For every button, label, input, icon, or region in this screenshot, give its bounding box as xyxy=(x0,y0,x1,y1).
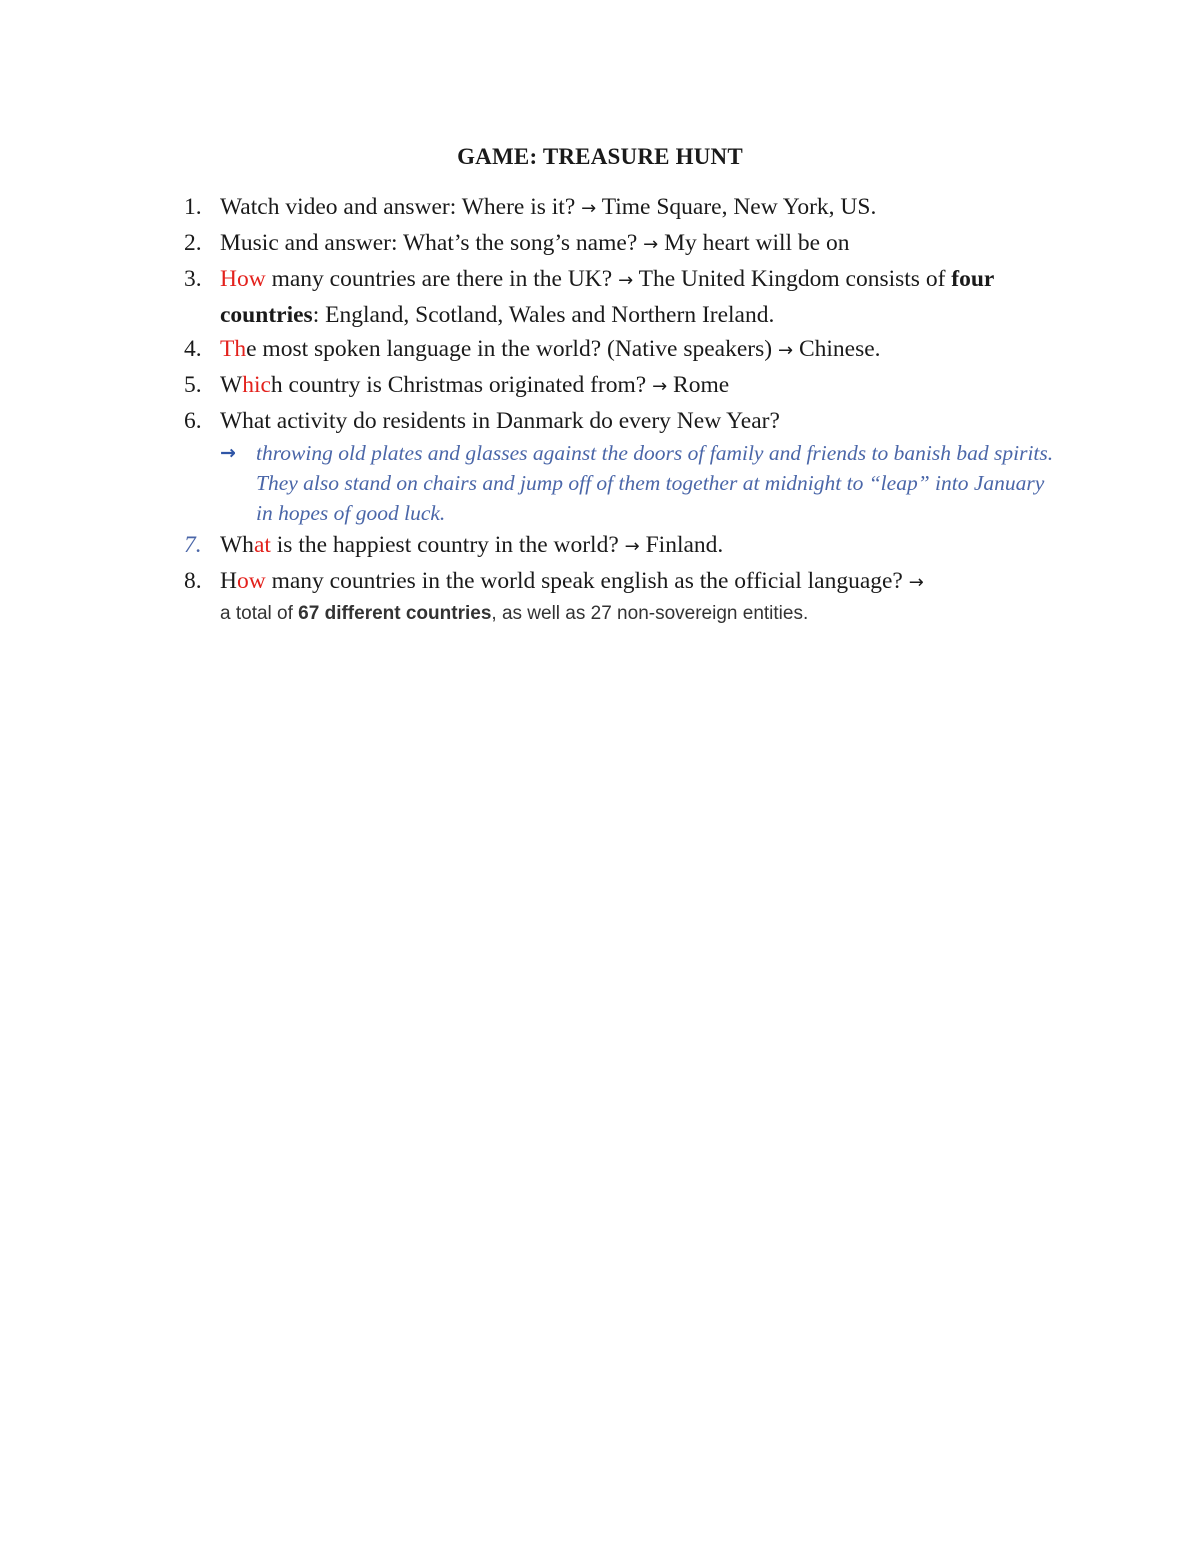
answer-block xyxy=(220,438,1058,528)
answer-bold: 67 different countries xyxy=(298,603,492,624)
list-item xyxy=(178,262,1058,332)
list-item xyxy=(178,564,1058,628)
answer-text: : England, Scotland, Wales and Northern Ireland. xyxy=(312,302,775,328)
right-arrow-icon: → xyxy=(618,270,634,291)
question-highlight: ow xyxy=(236,568,266,594)
list-item xyxy=(178,190,1058,226)
answer-text: My heart will be on xyxy=(664,230,850,256)
answer-bold: four countries xyxy=(220,266,994,328)
answer-text: The United Kingdom consists of xyxy=(638,266,946,292)
right-arrow-icon: → xyxy=(643,234,659,255)
item-number: 1. xyxy=(184,194,202,220)
answer-text: Finland. xyxy=(645,532,724,558)
answer-text: throwing old plates and glasses against the doors of family and friends to banish bad spirits. They also stand on chairs and jump off of them together at midnight to “leap” into January in hopes of good luck. xyxy=(256,441,1054,525)
list-item xyxy=(178,332,1058,368)
answer-text: a total of xyxy=(220,603,293,624)
answer-text: Rome xyxy=(673,372,730,398)
list-item xyxy=(178,528,1058,564)
list-item xyxy=(178,368,1058,404)
answer-text: Chinese. xyxy=(798,336,881,362)
right-arrow-icon: → xyxy=(652,376,668,397)
item-number: 3. xyxy=(184,266,202,292)
list-item xyxy=(178,404,1058,528)
list-item xyxy=(178,226,1058,262)
item-number: 7. xyxy=(184,532,202,558)
page-title: GAME: TREASURE HUNT xyxy=(457,144,743,169)
question-text: Wh xyxy=(220,532,254,558)
question-highlight: Th xyxy=(220,336,247,362)
right-arrow-icon: → xyxy=(908,572,924,593)
question-list xyxy=(178,190,1058,628)
right-arrow-icon: → xyxy=(581,198,597,219)
question-text: many countries in the world speak english as the official language? xyxy=(271,568,903,594)
answer-text: , as well as 27 non-sovereign entities. xyxy=(491,603,809,624)
question-text: h country is Christmas originated from? xyxy=(270,372,647,398)
item-number: 4. xyxy=(184,336,202,362)
question-highlight: at xyxy=(253,532,271,558)
question-text: e most spoken language in the world? (Native speakers) xyxy=(246,336,773,362)
item-number: 5. xyxy=(184,372,202,398)
answer-text: Time Square, New York, US. xyxy=(601,194,877,220)
right-arrow-icon: → xyxy=(777,340,794,361)
question-highlight: hic xyxy=(242,372,271,398)
question-text: W xyxy=(220,372,243,398)
question-text: Music and answer: What’s the song’s name? xyxy=(220,230,638,256)
answer-block xyxy=(220,600,1058,628)
item-number: 6. xyxy=(184,408,202,434)
question-highlight: How xyxy=(220,266,266,292)
question-text: is the happiest country in the world? xyxy=(276,532,619,558)
question-text: H xyxy=(220,568,237,594)
right-arrow-icon: → xyxy=(220,442,236,464)
item-number: 2. xyxy=(184,230,202,256)
right-arrow-icon: → xyxy=(624,536,640,557)
item-number: 8. xyxy=(184,568,202,594)
question-text: What activity do residents in Danmark do every New Year? xyxy=(220,408,780,434)
question-text: many countries are there in the UK? xyxy=(271,266,613,292)
question-text: Watch video and answer: Where is it? xyxy=(220,194,576,220)
